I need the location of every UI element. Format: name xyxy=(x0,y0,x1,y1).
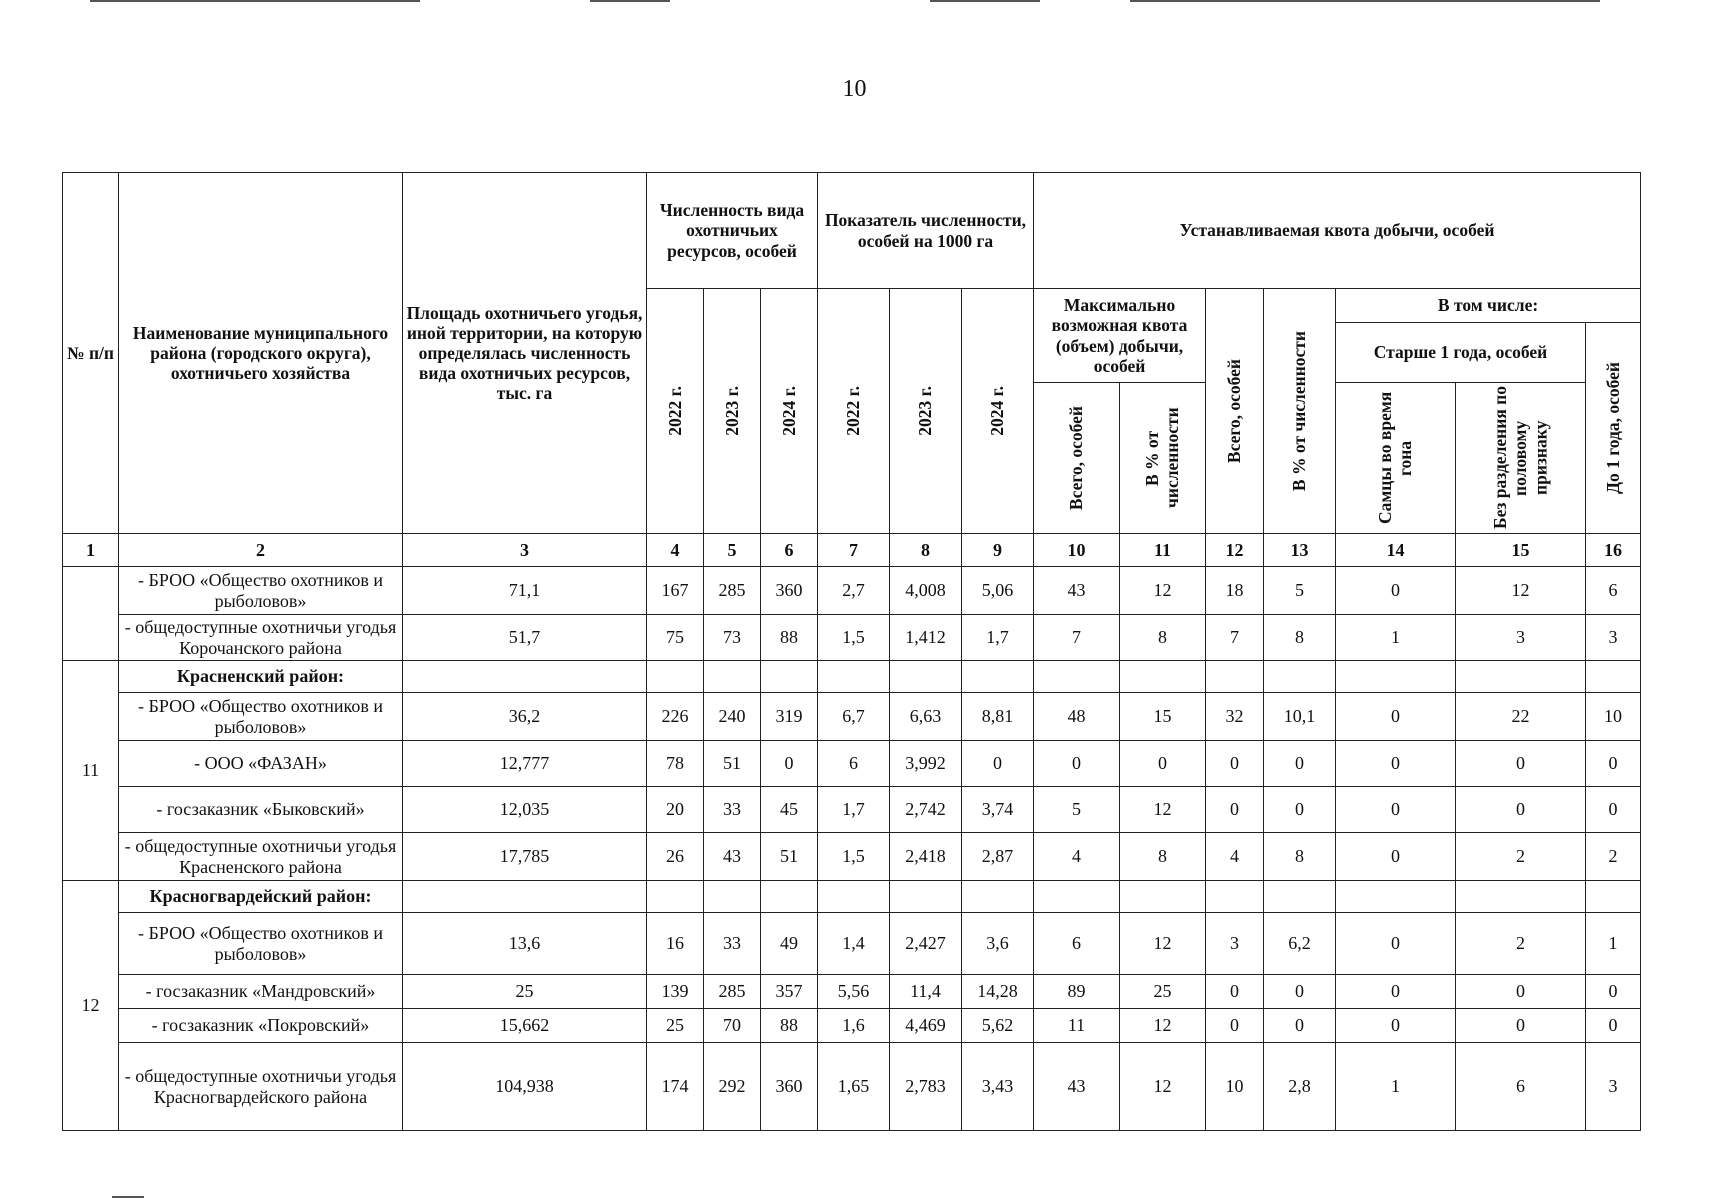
column-number: 15 xyxy=(1456,534,1586,567)
row-value: 8 xyxy=(1120,615,1206,661)
row-value: 78 xyxy=(647,741,704,787)
empty-cell xyxy=(890,661,962,693)
row-name: - госзаказник «Быковский» xyxy=(119,787,403,833)
row-value: 36,2 xyxy=(403,693,647,741)
row-value: 3 xyxy=(1206,913,1264,975)
row-value: 0 xyxy=(1264,1009,1336,1043)
row-value: 49 xyxy=(761,913,818,975)
row-value: 11 xyxy=(1034,1009,1120,1043)
row-value: 2,427 xyxy=(890,913,962,975)
header-total: Всего, особей xyxy=(1206,289,1264,534)
row-value: 1,412 xyxy=(890,615,962,661)
row-value: 139 xyxy=(647,975,704,1009)
row-name: - БРОО «Общество охотников и рыболовов» xyxy=(119,693,403,741)
empty-cell xyxy=(1336,881,1456,913)
row-value: 10,1 xyxy=(1264,693,1336,741)
row-value: 6 xyxy=(1456,1043,1586,1131)
row-value: 319 xyxy=(761,693,818,741)
row-value: 3,992 xyxy=(890,741,962,787)
header-older-1y: Старше 1 года, особей xyxy=(1336,323,1586,383)
row-value: 25 xyxy=(403,975,647,1009)
row-value: 1 xyxy=(1336,1043,1456,1131)
column-number: 3 xyxy=(403,534,647,567)
row-value: 89 xyxy=(1034,975,1120,1009)
row-value: 2,783 xyxy=(890,1043,962,1131)
row-value: 1,7 xyxy=(818,787,890,833)
table-row xyxy=(63,913,1641,975)
row-value: 0 xyxy=(1336,833,1456,881)
scan-edge-line xyxy=(590,0,670,2)
district-name: Красногвардейский район: xyxy=(119,881,403,913)
column-number: 9 xyxy=(962,534,1034,567)
column-number: 13 xyxy=(1264,534,1336,567)
header-males-rut: Самцы во время гона xyxy=(1336,383,1456,534)
row-value: 2 xyxy=(1456,913,1586,975)
row-value: 2,418 xyxy=(890,833,962,881)
scan-edge-line xyxy=(112,1196,144,1198)
row-name: - БРОО «Общество охотников и рыболовов» xyxy=(119,567,403,615)
empty-cell xyxy=(962,881,1034,913)
empty-cell xyxy=(1034,881,1120,913)
row-value: 6 xyxy=(1586,567,1641,615)
header-max-pct: В % от численности xyxy=(1120,383,1206,534)
row-group-number: 12 xyxy=(63,881,119,1131)
row-value: 1 xyxy=(1336,615,1456,661)
row-value: 51 xyxy=(761,833,818,881)
row-value: 5 xyxy=(1264,567,1336,615)
column-number: 5 xyxy=(704,534,761,567)
empty-cell xyxy=(1586,881,1641,913)
empty-cell xyxy=(1120,881,1206,913)
header-including: В том числе: xyxy=(1336,289,1641,323)
row-value: 2,87 xyxy=(962,833,1034,881)
column-number: 8 xyxy=(890,534,962,567)
empty-cell xyxy=(647,661,704,693)
header-max-quota: Максимально возможная квота (объем) добычи, особей xyxy=(1034,289,1206,383)
row-value: 12 xyxy=(1120,1009,1206,1043)
row-value: 71,1 xyxy=(403,567,647,615)
quota-table xyxy=(62,172,1641,1131)
column-number: 11 xyxy=(1120,534,1206,567)
row-value: 3 xyxy=(1456,615,1586,661)
row-value: 2,8 xyxy=(1264,1043,1336,1131)
header-year-2022-population: 2022 г. xyxy=(647,289,704,534)
row-value: 1,65 xyxy=(818,1043,890,1131)
row-value: 4 xyxy=(1034,833,1120,881)
row-value: 1,7 xyxy=(962,615,1034,661)
empty-cell xyxy=(403,881,647,913)
row-value: 5,06 xyxy=(962,567,1034,615)
row-value: 48 xyxy=(1034,693,1120,741)
empty-cell xyxy=(1456,661,1586,693)
empty-cell xyxy=(704,881,761,913)
row-value: 240 xyxy=(704,693,761,741)
empty-cell xyxy=(761,881,818,913)
column-number: 10 xyxy=(1034,534,1120,567)
empty-cell xyxy=(1206,661,1264,693)
header-total-pct: В % от численности xyxy=(1264,289,1336,534)
row-value: 285 xyxy=(704,567,761,615)
row-value: 12 xyxy=(1456,567,1586,615)
row-value: 25 xyxy=(647,1009,704,1043)
row-value: 70 xyxy=(704,1009,761,1043)
row-value: 10 xyxy=(1206,1043,1264,1131)
row-value: 11,4 xyxy=(890,975,962,1009)
row-value: 2,7 xyxy=(818,567,890,615)
scan-edge-line xyxy=(1130,0,1600,2)
row-value: 7 xyxy=(1034,615,1120,661)
table-row xyxy=(63,1043,1641,1131)
row-value: 5 xyxy=(1034,787,1120,833)
header-name: Наименование муниципального района (городского округа), охотничьего хозяйства xyxy=(119,173,403,534)
empty-cell xyxy=(1586,661,1641,693)
table-row xyxy=(63,787,1641,833)
row-value: 0 xyxy=(1206,1009,1264,1043)
row-name: - общедоступные охотничьи угодья Красненского района xyxy=(119,833,403,881)
row-value: 0 xyxy=(1456,1009,1586,1043)
row-value: 7 xyxy=(1206,615,1264,661)
empty-cell xyxy=(1206,881,1264,913)
table-row xyxy=(63,1009,1641,1043)
row-value: 0 xyxy=(1336,567,1456,615)
table-body xyxy=(63,534,1641,1131)
row-value: 1,5 xyxy=(818,833,890,881)
row-value: 12 xyxy=(1120,787,1206,833)
header-no-sex-division: Без разделения по половому признаку xyxy=(1456,383,1586,534)
row-value: 45 xyxy=(761,787,818,833)
empty-cell xyxy=(1034,661,1120,693)
header-year-2023-density: 2023 г. xyxy=(890,289,962,534)
row-value: 1,5 xyxy=(818,615,890,661)
header-year-2022-density: 2022 г. xyxy=(818,289,890,534)
table-row xyxy=(63,615,1641,661)
row-value: 0 xyxy=(1264,787,1336,833)
row-value: 0 xyxy=(1336,975,1456,1009)
row-value: 4,469 xyxy=(890,1009,962,1043)
empty-cell xyxy=(1120,661,1206,693)
row-value: 2 xyxy=(1456,833,1586,881)
column-number: 6 xyxy=(761,534,818,567)
row-name: - ООО «ФАЗАН» xyxy=(119,741,403,787)
empty-cell xyxy=(1264,881,1336,913)
table-row xyxy=(63,693,1641,741)
row-value: 167 xyxy=(647,567,704,615)
row-value: 0 xyxy=(1456,741,1586,787)
row-value: 15,662 xyxy=(403,1009,647,1043)
row-value: 6,2 xyxy=(1264,913,1336,975)
empty-cell xyxy=(962,661,1034,693)
header-density: Показатель численности, особей на 1000 га xyxy=(818,173,1034,289)
row-value: 22 xyxy=(1456,693,1586,741)
empty-cell xyxy=(890,881,962,913)
row-value: 10 xyxy=(1586,693,1641,741)
row-value: 3,43 xyxy=(962,1043,1034,1131)
page-number: 10 xyxy=(842,76,867,102)
row-value: 8,81 xyxy=(962,693,1034,741)
empty-cell xyxy=(818,881,890,913)
row-name: - общедоступные охотничьи угодья Корочанского района xyxy=(119,615,403,661)
column-number: 14 xyxy=(1336,534,1456,567)
column-number: 1 xyxy=(63,534,119,567)
table-row xyxy=(63,975,1641,1009)
row-name: - госзаказник «Мандровский» xyxy=(119,975,403,1009)
row-value: 0 xyxy=(1336,693,1456,741)
column-number: 2 xyxy=(119,534,403,567)
column-number: 4 xyxy=(647,534,704,567)
row-value: 285 xyxy=(704,975,761,1009)
empty-cell xyxy=(818,661,890,693)
row-value: 25 xyxy=(1120,975,1206,1009)
row-value: 104,938 xyxy=(403,1043,647,1131)
row-value: 43 xyxy=(704,833,761,881)
row-value: 226 xyxy=(647,693,704,741)
row-value: 15 xyxy=(1120,693,1206,741)
header-quota: Устанавливаемая квота добычи, особей xyxy=(1034,173,1641,289)
column-number-row xyxy=(63,534,1641,567)
district-row xyxy=(63,881,1641,913)
row-value: 0 xyxy=(1120,741,1206,787)
header-under-1y: До 1 года, особей xyxy=(1586,323,1641,534)
row-value: 16 xyxy=(647,913,704,975)
row-value: 2 xyxy=(1586,833,1641,881)
empty-cell xyxy=(1456,881,1586,913)
row-value: 4 xyxy=(1206,833,1264,881)
table-row xyxy=(63,833,1641,881)
row-value: 33 xyxy=(704,787,761,833)
row-value: 0 xyxy=(1264,975,1336,1009)
row-value: 5,62 xyxy=(962,1009,1034,1043)
district-row xyxy=(63,661,1641,693)
row-value: 360 xyxy=(761,1043,818,1131)
row-value: 73 xyxy=(704,615,761,661)
row-value: 0 xyxy=(1586,741,1641,787)
row-value: 0 xyxy=(1336,741,1456,787)
scan-edge-line xyxy=(930,0,1040,2)
row-value: 0 xyxy=(1336,913,1456,975)
row-value: 0 xyxy=(1206,787,1264,833)
row-value: 26 xyxy=(647,833,704,881)
row-value: 43 xyxy=(1034,567,1120,615)
row-value: 20 xyxy=(647,787,704,833)
row-value: 0 xyxy=(1336,1009,1456,1043)
header-area: Площадь охотничьего угодья, иной территории, на которую определялась численность вида охотничьих ресурсов, тыс. га xyxy=(403,173,647,534)
row-value: 3,6 xyxy=(962,913,1034,975)
row-value: 12,777 xyxy=(403,741,647,787)
row-value: 3 xyxy=(1586,1043,1641,1131)
row-value: 13,6 xyxy=(403,913,647,975)
empty-cell xyxy=(1336,661,1456,693)
row-value: 174 xyxy=(647,1043,704,1131)
row-value: 360 xyxy=(761,567,818,615)
header-year-2023-population: 2023 г. xyxy=(704,289,761,534)
row-value: 51,7 xyxy=(403,615,647,661)
table-row xyxy=(63,567,1641,615)
row-value: 0 xyxy=(1206,975,1264,1009)
empty-cell xyxy=(403,661,647,693)
row-value: 0 xyxy=(761,741,818,787)
column-number: 12 xyxy=(1206,534,1264,567)
empty-cell xyxy=(704,661,761,693)
row-value: 8 xyxy=(1264,833,1336,881)
empty-cell xyxy=(1264,661,1336,693)
row-value: 5,56 xyxy=(818,975,890,1009)
row-value: 6,7 xyxy=(818,693,890,741)
row-value: 357 xyxy=(761,975,818,1009)
column-number: 16 xyxy=(1586,534,1641,567)
row-value: 12 xyxy=(1120,567,1206,615)
row-value: 12 xyxy=(1120,1043,1206,1131)
row-value: 17,785 xyxy=(403,833,647,881)
row-value: 1 xyxy=(1586,913,1641,975)
row-value: 6 xyxy=(818,741,890,787)
header-no: № п/п xyxy=(63,173,119,534)
row-value: 2,742 xyxy=(890,787,962,833)
row-value: 1,6 xyxy=(818,1009,890,1043)
empty-cell xyxy=(647,881,704,913)
row-value: 8 xyxy=(1264,615,1336,661)
header-population: Численность вида охотничьих ресурсов, особей xyxy=(647,173,818,289)
row-value: 88 xyxy=(761,1009,818,1043)
scan-edge-line xyxy=(90,0,420,2)
row-value: 0 xyxy=(1456,975,1586,1009)
row-value: 1,4 xyxy=(818,913,890,975)
table-row xyxy=(63,741,1641,787)
row-name: - госзаказник «Покровский» xyxy=(119,1009,403,1043)
row-value: 6 xyxy=(1034,913,1120,975)
row-value: 18 xyxy=(1206,567,1264,615)
header-year-2024-population: 2024 г. xyxy=(761,289,818,534)
row-value: 75 xyxy=(647,615,704,661)
row-value: 43 xyxy=(1034,1043,1120,1131)
row-value: 88 xyxy=(761,615,818,661)
row-value: 3,74 xyxy=(962,787,1034,833)
row-value: 0 xyxy=(1586,975,1641,1009)
header-year-2024-density: 2024 г. xyxy=(962,289,1034,534)
row-name: - общедоступные охотничьи угодья Красногвардейского района xyxy=(119,1043,403,1131)
row-value: 0 xyxy=(1264,741,1336,787)
row-value: 0 xyxy=(1586,787,1641,833)
row-value: 0 xyxy=(1034,741,1120,787)
row-value: 12 xyxy=(1120,913,1206,975)
row-value: 6,63 xyxy=(890,693,962,741)
row-value: 0 xyxy=(1586,1009,1641,1043)
row-value: 3 xyxy=(1586,615,1641,661)
row-value: 4,008 xyxy=(890,567,962,615)
row-value: 32 xyxy=(1206,693,1264,741)
row-value: 292 xyxy=(704,1043,761,1131)
row-value: 0 xyxy=(1206,741,1264,787)
district-name: Красненский район: xyxy=(119,661,403,693)
row-value: 0 xyxy=(962,741,1034,787)
row-value: 8 xyxy=(1120,833,1206,881)
row-value: 33 xyxy=(704,913,761,975)
row-value: 0 xyxy=(1336,787,1456,833)
header-max-total: Всего, особей xyxy=(1034,383,1120,534)
row-value: 12,035 xyxy=(403,787,647,833)
column-number: 7 xyxy=(818,534,890,567)
row-value: 14,28 xyxy=(962,975,1034,1009)
row-value: 0 xyxy=(1456,787,1586,833)
empty-cell xyxy=(761,661,818,693)
row-group-number xyxy=(63,567,119,661)
row-name: - БРОО «Общество охотников и рыболовов» xyxy=(119,913,403,975)
row-value: 51 xyxy=(704,741,761,787)
row-group-number: 11 xyxy=(63,661,119,881)
